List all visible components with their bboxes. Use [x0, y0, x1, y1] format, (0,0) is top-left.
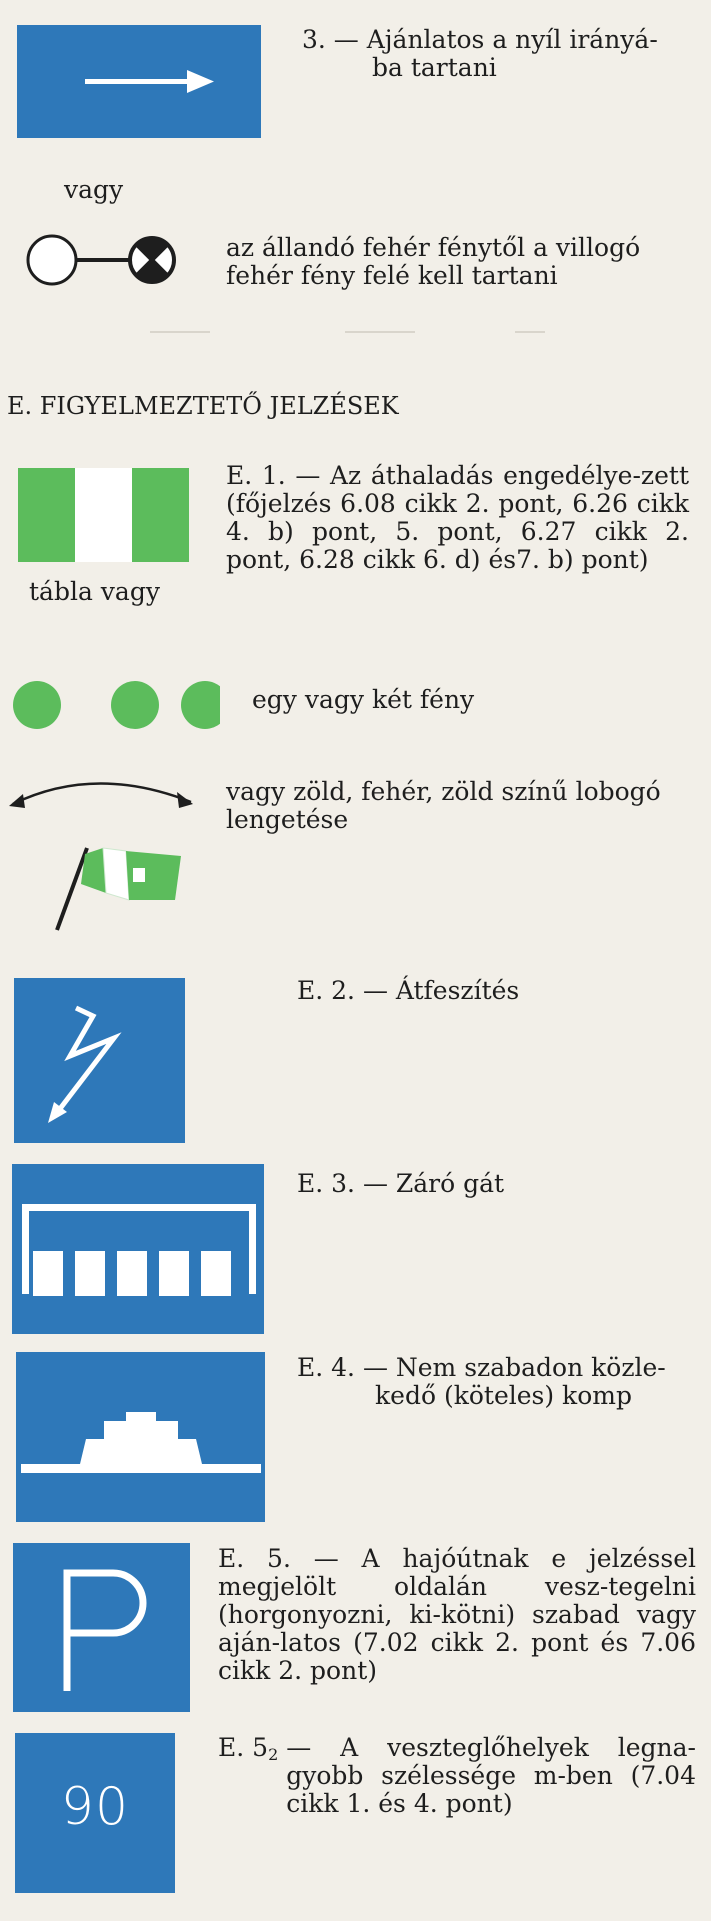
e4-text: E. 4. — Nem szabadon közle- kedő (köteles) komp [297, 1353, 666, 1410]
or-label: vagy [64, 175, 124, 204]
sign-green-white-green-board [18, 468, 189, 562]
sign-weir [12, 1164, 264, 1334]
fixed-to-flashing-light-icon [26, 232, 186, 292]
e2-text: E. 2. — Átfeszítés [297, 976, 520, 1005]
lights-count-text: egy vagy két fény [252, 685, 475, 714]
flag-text: vagy zöld, fehér, zöld színű lobogó lengetése [226, 777, 661, 834]
e52-label-subscript: 2 [268, 1745, 279, 1764]
sign-mooring-permitted [13, 1543, 190, 1712]
lights-text: az állandó fehér fénytől a villogó fehér fény felé kell tartani [226, 233, 641, 290]
e52-text [218, 1734, 696, 1818]
board-label: tábla vagy [29, 577, 160, 606]
arrow-right-icon [17, 25, 261, 138]
e52-label: E. 5 [218, 1733, 269, 1762]
weir-icon [12, 1164, 264, 1334]
e1-text: E. 1. — Az áthaladás engedélye-zett (főjelzés 6.08 cikk 2. pont, 6.26 cikk 4. b) pont, 5. pont, 6.27 cikk 2. pont, 6.28 cikk 6. d) és7. b) pont) [226, 461, 689, 574]
three-green-lights-icon [10, 679, 220, 731]
sign-overhead-cable [14, 978, 185, 1143]
e3-text: E. 3. — Záró gát [297, 1169, 505, 1198]
sign-arrow-right [17, 25, 261, 138]
sign3-text: 3. — Ajánlatos a nyíl irányá- ba tartani [302, 25, 658, 82]
section-title: E. FIGYELMEZTETŐ JELZÉSEK [7, 392, 399, 420]
sign-ferry [16, 1352, 265, 1522]
ferry-icon [16, 1352, 265, 1522]
e52-description: — A veszteglőhelyek legna-gyobb szélessége m-ben (7.04 cikk 1. és 4. pont) [286, 1733, 696, 1818]
sign-mooring-width [15, 1733, 175, 1893]
lightning-icon [14, 978, 185, 1143]
parking-p-icon [13, 1543, 190, 1712]
e5-text: E. 5. — A hajóútnak e jelzéssel megjelölt oldalán vesz-tegelni (horgonyozni, ki-kötni) szabad vagy aján-latos (7.02 cikk 2. pont és 7.06 cikk 2. pont) [218, 1544, 696, 1685]
waving-flag-icon [5, 770, 205, 940]
sign-number: 90 [60, 1777, 130, 1837]
